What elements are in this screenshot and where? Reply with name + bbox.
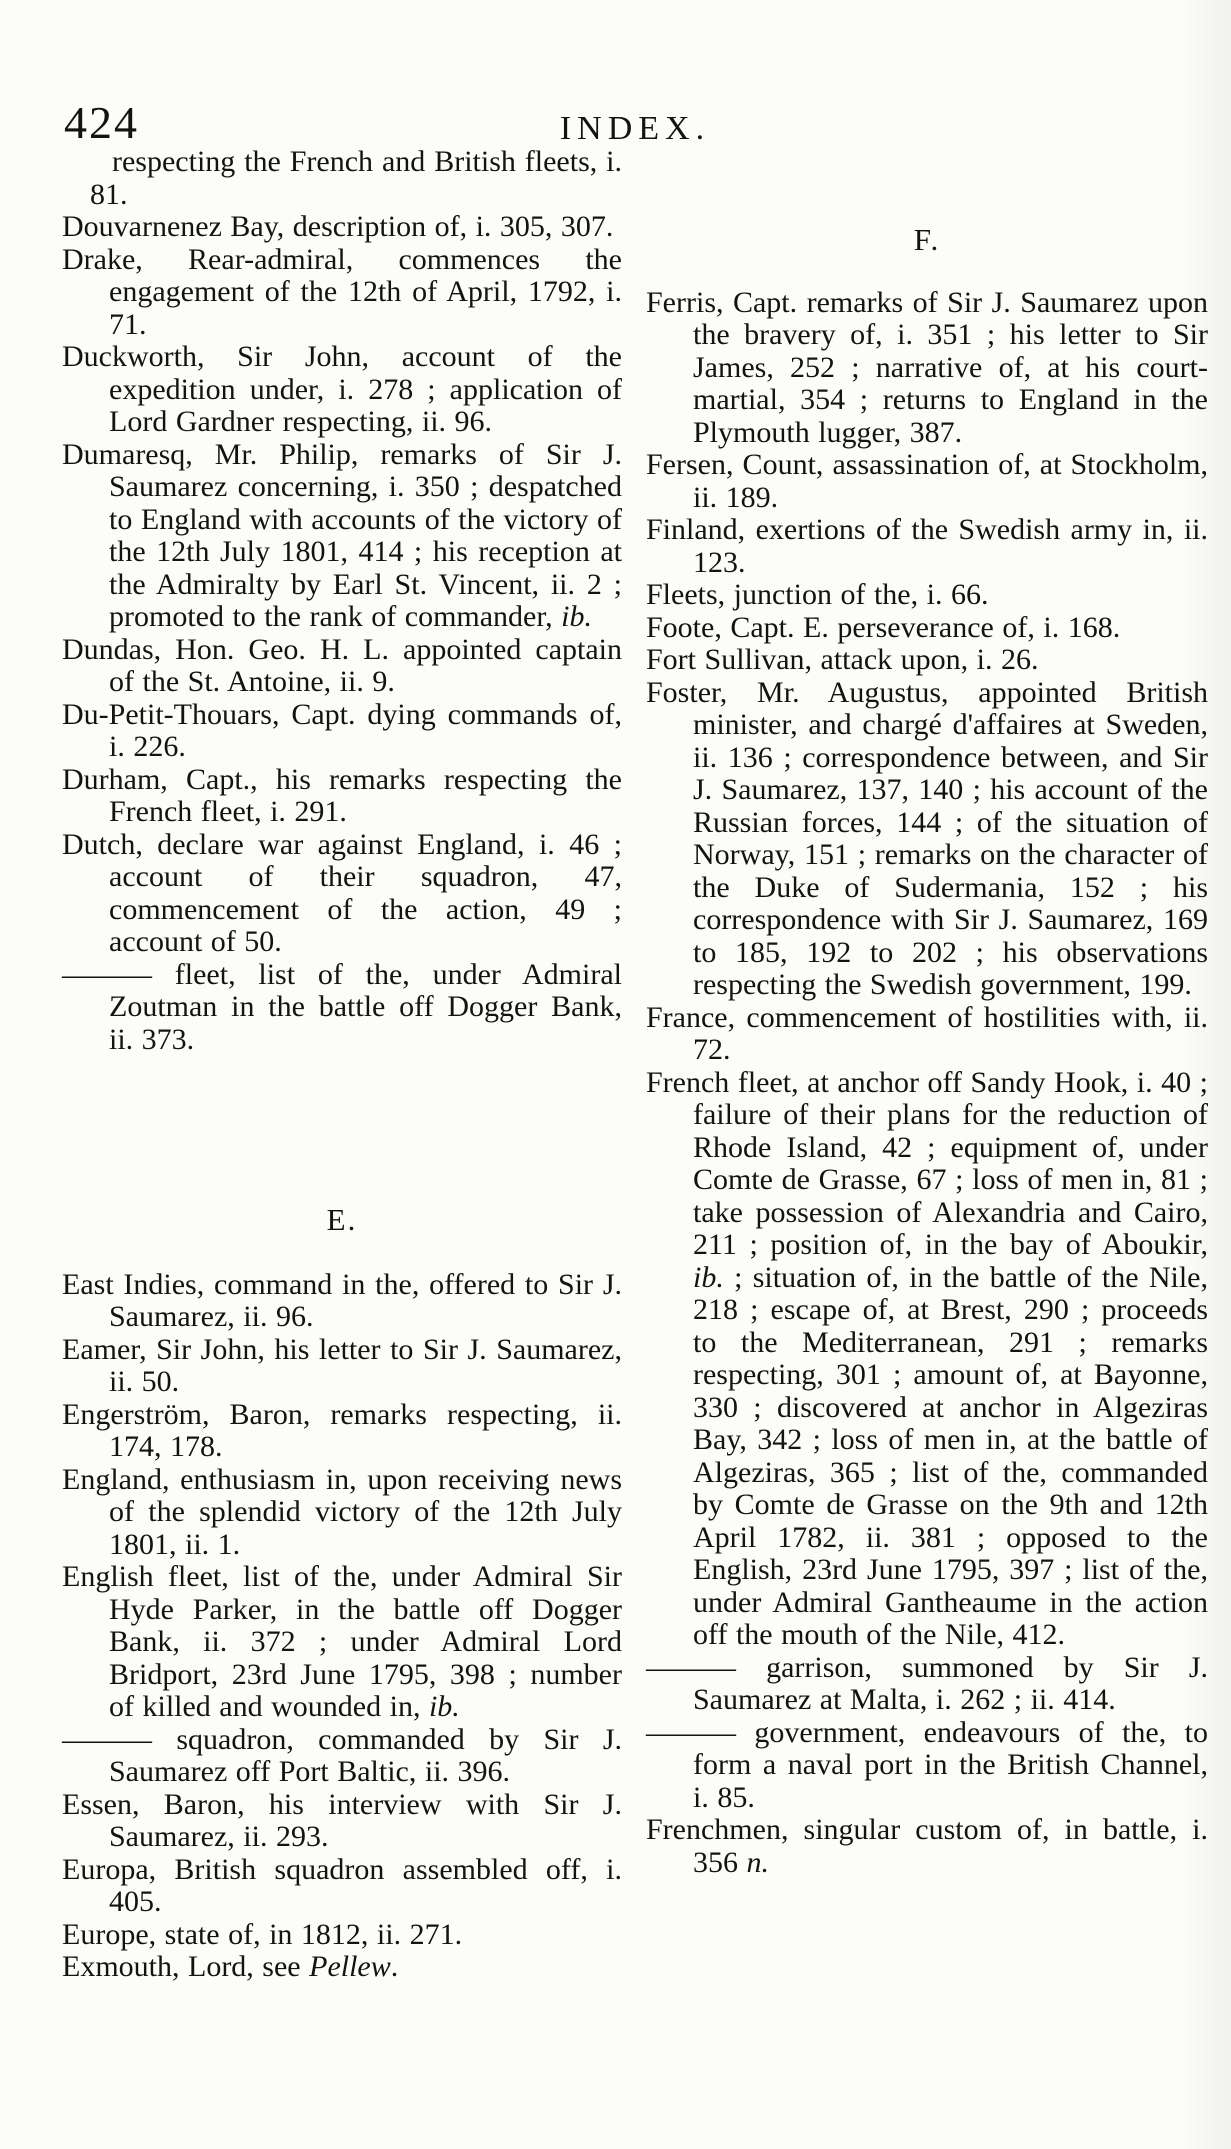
index-entry-foote xyxy=(646,612,1208,645)
entry-text: Europe, state of, in 1812, ii. 271. xyxy=(62,1917,463,1951)
index-entry-dutch xyxy=(62,829,622,959)
index-entry-eamer xyxy=(62,1334,622,1399)
entry-text: Dundas, Hon. Geo. H. L. appointed captain of the St. Antoine, ii. 9. xyxy=(62,632,622,698)
page-title: INDEX. xyxy=(559,110,711,147)
entry-text: Engerström, Baron, remarks respecting, ii. 174, 178. xyxy=(62,1397,622,1463)
entry-text: English fleet, list of the, under Admiral Sir Hyde Parker, in the battle off Dogger Bank, ii. 372 ; under Admiral Lord Bridport, 23rd June 1795, 398 ; number of killed and wounded in, xyxy=(62,1560,622,1723)
index-entry-england xyxy=(62,1464,622,1562)
index-entry-duckworth xyxy=(62,341,622,439)
index-entry-english-squadron xyxy=(62,1724,622,1789)
index-entry-east-indies xyxy=(62,1269,622,1334)
entry-text: Durham, Capt., his remarks respecting the French fleet, i. 291. xyxy=(62,762,622,828)
entry-text: Duckworth, Sir John, account of the expedition under, i. 278 ; application of Lord Gardner respecting, ii. 96. xyxy=(62,340,622,438)
entry-text-italic: ib. xyxy=(428,1690,460,1723)
index-entry-fort-sullivan xyxy=(646,644,1208,677)
right-column xyxy=(646,146,1208,1879)
entry-text: Dutch, declare war against England, i. 46 ; account of their squadron, 47, commencement of the action, 49 ; account of 50. xyxy=(62,827,622,958)
entry-text-italic: ib. xyxy=(693,1260,724,1294)
index-entry-frenchmen xyxy=(646,1814,1208,1879)
entry-text: Ferris, Capt. remarks of Sir J. Saumarez upon the bravery of, i. 351 ; his letter to Sir James, 252 ; narrative of, at his court-martial, 354 ; returns to England in the Plymouth lugger, 387. xyxy=(646,285,1208,449)
index-entry-fleets xyxy=(646,579,1208,612)
index-entry-dumaresq xyxy=(62,439,622,634)
index-entry-foster xyxy=(646,677,1208,1002)
entry-text: Foster, Mr. Augustus, appointed British minister, and chargé d'affaires at Sweden, ii. 136 ; correspondence between, and Sir J. Saumarez, 137, 140 ; his account of the Russian forces, 144 ; of the situation of Norway, 151 ; remarks on the character of the Duke of Sudermania, 152 ; his correspondence with Sir J. Saumarez, 169 to 185, 192 to 202 ; his observations respecting the Swedish government, 199. xyxy=(646,675,1208,1001)
index-entry-french-government xyxy=(646,1717,1208,1815)
entry-text: respecting the French and British fleets, i. 81. xyxy=(90,145,622,211)
entry-text: Essen, Baron, his interview with Sir J. Saumarez, ii. 293. xyxy=(62,1787,622,1853)
entry-text: Fleets, junction of the, i. 66. xyxy=(646,578,989,611)
index-entry-essen xyxy=(62,1789,622,1854)
entry-text: ——— government, endeavours of the, to form a naval port in the British Channel, i. 85. xyxy=(646,1715,1208,1814)
index-entry-durham xyxy=(62,764,622,829)
index-entry-french-garrison xyxy=(646,1652,1208,1717)
entry-text: Drake, Rear-admiral, commences the engagement of the 12th of April, 1792, i. 71. xyxy=(62,242,622,341)
entry-text-italic: n. xyxy=(746,1845,769,1879)
entry-text: France, commencement of hostilities with, ii. 72. xyxy=(646,1000,1208,1066)
index-entry-drake xyxy=(62,244,622,342)
index-entry-dundas xyxy=(62,634,622,699)
index-entry-exmouth xyxy=(62,1951,622,1984)
index-entry-engerstrom xyxy=(62,1399,622,1464)
entry-text-italic: Pellew xyxy=(309,1950,391,1983)
entry-text: Dumaresq, Mr. Philip, remarks of Sir J. Saumarez concerning, i. 350 ; despatched to England with accounts of the victory of the 12th July 1801, 414 ; his reception at the Admiralty by Earl St. Vincent, ii. 2 ; promoted to the rank of commander, xyxy=(62,437,622,633)
index-entry-continuation xyxy=(62,146,622,211)
entry-text: Du-Petit-Thouars, Capt. dying commands of, i. 226. xyxy=(62,697,622,763)
index-entry-english-fleet xyxy=(62,1561,622,1724)
index-entry-europa xyxy=(62,1854,622,1919)
entry-text: ——— fleet, list of the, under Admiral Zoutman in the battle off Dogger Bank, ii. 373. xyxy=(62,957,622,1056)
entry-text: French fleet, at anchor off Sandy Hook, i. 40 ; failure of their plans for the reduction of Rhode Island, 42 ; equipment of, under Comte de Grasse, 67 ; loss of men in, 81 ; take possession of Alexandria and Cairo, 211 ; position of, in the bay of Aboukir, xyxy=(646,1065,1208,1261)
entry-text: Europa, British squadron assembled off, i. 405. xyxy=(62,1852,622,1918)
entry-text: . xyxy=(390,1950,399,1983)
left-column xyxy=(62,146,622,1984)
entry-text: ; situation of, in the battle of the Nile, 218 ; escape of, at Brest, 290 ; proceeds to the Mediterranean, 291 ; remarks respecting, 301 ; amount of, at Bayonne, 330 ; discovered at anchor in Algeziras Bay, 342 ; loss of men in, at the battle of Algeziras, 365 ; list of the, commanded by Comte de Grasse on the 9th and 12th April 1782, ii. 381 ; opposed to the English, 23rd June 1795, 397 ; list of the, under Admiral Gantheaume in the action off the mouth of the Nile, 412. xyxy=(693,1260,1208,1651)
index-entry-du-petit-thouars xyxy=(62,699,622,764)
entry-text: Finland, exertions of the Swedish army in, ii. 123. xyxy=(646,513,1208,579)
entry-text: Foote, Capt. E. perseverance of, i. 168. xyxy=(646,610,1121,644)
index-entry-europe xyxy=(62,1919,622,1952)
entry-text: Fersen, Count, assassination of, at Stockholm, ii. 189. xyxy=(646,448,1208,514)
index-entry-ferris xyxy=(646,287,1208,450)
index-entry-france xyxy=(646,1002,1208,1067)
section-heading-f: F. xyxy=(913,222,941,257)
entry-text: ——— garrison, summoned by Sir J. Saumarez at Malta, i. 262 ; ii. 414. xyxy=(646,1650,1208,1716)
index-entry-french-fleet xyxy=(646,1067,1208,1652)
index-entry-fersen xyxy=(646,449,1208,514)
entry-text: East Indies, command in the, offered to Sir J. Saumarez, ii. 96. xyxy=(62,1267,622,1333)
entry-text: Douvarnenez Bay, description of, i. 305, 307. xyxy=(62,210,614,243)
index-entry-douvarnenez xyxy=(62,211,622,244)
entry-text-italic: ib. xyxy=(561,600,593,633)
entry-text: Exmouth, Lord, see xyxy=(62,1950,310,1983)
entry-text: Frenchmen, singular custom of, in battle, i. 356 xyxy=(646,1813,1208,1879)
page-number: 424 xyxy=(64,97,139,148)
index-entry-finland xyxy=(646,514,1208,579)
index-entry-dutch-fleet xyxy=(62,959,622,1057)
entry-text: Eamer, Sir John, his letter to Sir J. Saumarez, ii. 50. xyxy=(62,1332,622,1398)
section-heading-e: E. xyxy=(326,1202,358,1237)
entry-text: Fort Sullivan, attack upon, i. 26. xyxy=(646,643,1039,676)
entry-text: ——— squadron, commanded by Sir J. Saumarez off Port Baltic, ii. 396. xyxy=(62,1722,622,1788)
entry-text: England, enthusiasm in, upon receiving news of the splendid victory of the 12th July 1801, ii. 1. xyxy=(62,1462,622,1561)
